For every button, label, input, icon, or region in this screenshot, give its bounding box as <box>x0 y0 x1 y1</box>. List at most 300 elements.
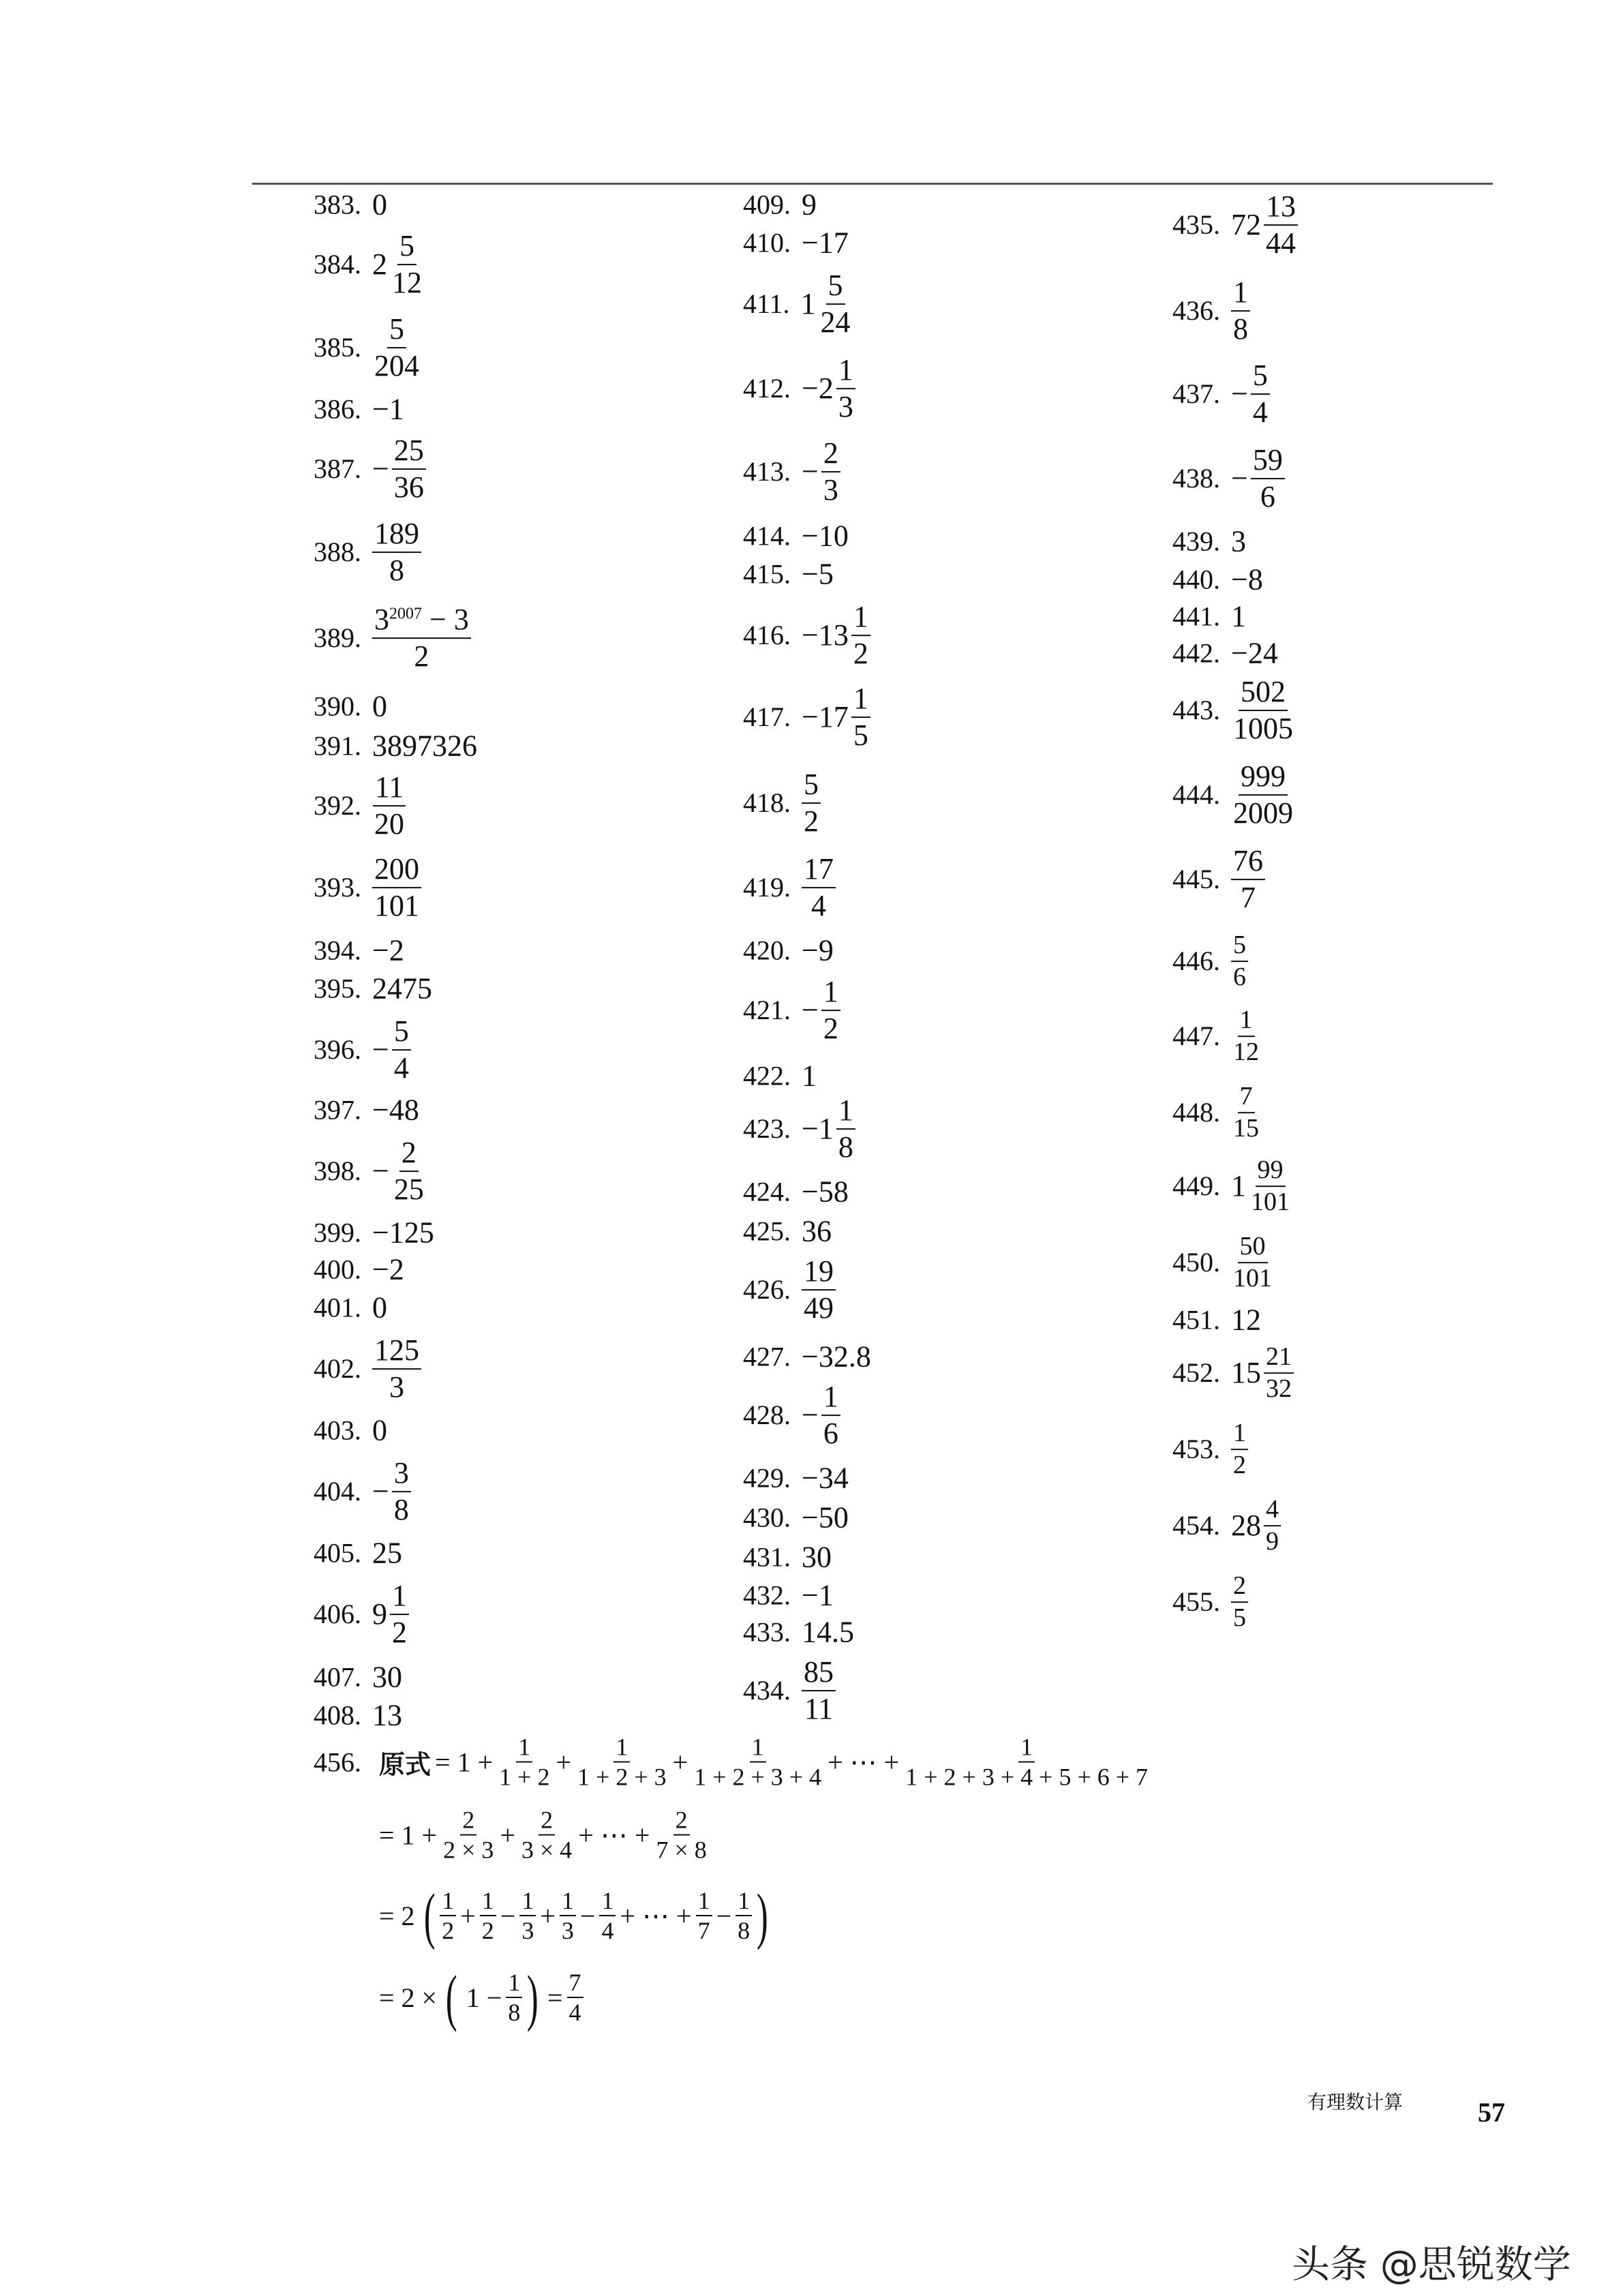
numerator: 5 <box>1251 358 1270 395</box>
answer-item <box>743 1254 836 1326</box>
answer-value: 1 <box>1231 1169 1246 1203</box>
fraction <box>1231 759 1295 831</box>
minus-sign: − <box>802 1398 819 1432</box>
item-number: 388. <box>314 537 361 568</box>
fraction <box>692 1733 823 1792</box>
denominator: 9 <box>1266 1527 1279 1556</box>
item-number: 436. <box>1172 295 1220 327</box>
denominator: 101 <box>1251 1188 1290 1216</box>
answer-item <box>1172 1571 1248 1633</box>
answer-item <box>743 1500 851 1535</box>
numerator: 1 <box>851 681 870 718</box>
answer-value: 3897326 <box>372 729 477 763</box>
answer-value: 28 <box>1231 1509 1261 1543</box>
denominator: 7 <box>697 1917 710 1944</box>
numerator: 5 <box>392 1014 411 1051</box>
item-number: 432. <box>743 1580 791 1611</box>
answer-value: −2 <box>802 372 834 406</box>
denominator: 2 <box>853 637 868 670</box>
operator: − <box>579 1900 596 1931</box>
answer-value: −1 <box>802 1112 834 1146</box>
inner-lead: 1 − <box>466 1982 502 2013</box>
answer-value: −5 <box>802 557 834 591</box>
answer-value: 12 <box>1231 1303 1261 1337</box>
item-number: 416. <box>743 620 791 651</box>
numerator: 1 <box>851 599 870 636</box>
numerator: 2 <box>399 1135 419 1172</box>
answer-item <box>743 1059 819 1093</box>
answer-value: 9 <box>372 1597 387 1631</box>
denominator: 4 <box>811 889 826 922</box>
answer-value: −1 <box>802 1578 834 1612</box>
numerator: 1 <box>480 1886 496 1916</box>
numerator: 5 <box>397 228 416 265</box>
answer-value: −17 <box>802 226 849 260</box>
answer-item <box>743 851 836 924</box>
minus-sign: − <box>802 455 819 489</box>
item-number: 422. <box>743 1060 791 1091</box>
denominator: 8 <box>1233 312 1248 346</box>
denominator: 36 <box>393 470 424 504</box>
minus-sign: − <box>1231 462 1248 496</box>
answer-item <box>1172 275 1250 347</box>
fraction <box>696 1886 712 1946</box>
numerator: 59 <box>1251 442 1285 479</box>
denominator: 20 <box>374 807 404 841</box>
answer-item <box>1172 1418 1248 1481</box>
numerator: 1 <box>599 1886 616 1916</box>
answer-item <box>1172 1081 1261 1144</box>
numerator: 1 <box>836 1093 855 1130</box>
expression-label: 原式 <box>379 1749 431 1780</box>
denominator: 49 <box>804 1291 834 1325</box>
answer-item <box>743 1655 836 1727</box>
operator: + <box>540 1900 556 1931</box>
denominator: 5 <box>1233 1603 1246 1632</box>
fraction <box>1264 189 1298 261</box>
denominator: 3 <box>389 1370 404 1404</box>
answer-item <box>743 1379 840 1451</box>
operator: − <box>716 1900 732 1931</box>
fraction <box>372 851 421 924</box>
answer-item <box>1172 1005 1261 1068</box>
answer-value: 1 <box>1231 599 1246 633</box>
denominator: 7 <box>1241 881 1256 914</box>
answer-value: 0 <box>372 1413 387 1447</box>
fraction <box>802 1655 836 1727</box>
fraction <box>821 1379 840 1451</box>
denominator: 1 + 2 + 3 <box>577 1764 667 1791</box>
numerator: 1 <box>516 1733 532 1763</box>
fraction <box>1231 930 1248 993</box>
item-number: 383. <box>314 189 361 220</box>
fraction <box>519 1806 574 1865</box>
item-number: 438. <box>1172 463 1220 494</box>
fraction <box>1231 674 1295 746</box>
answer-value: 0 <box>372 1290 387 1325</box>
answer-item <box>1172 599 1249 634</box>
item-number: 430. <box>743 1502 791 1533</box>
numerator: 1 <box>696 1886 712 1916</box>
answer-value: 3 <box>1231 524 1246 558</box>
answer-item <box>1172 843 1265 916</box>
numerator: 1 <box>735 1886 752 1916</box>
answer-value: −50 <box>802 1500 849 1535</box>
denominator: 8 <box>393 1493 409 1526</box>
fraction <box>1231 1005 1261 1068</box>
answer-value: −24 <box>1231 636 1278 670</box>
fraction <box>1231 1081 1261 1144</box>
answer-value: 36 <box>802 1214 832 1248</box>
denominator: 32 <box>1266 1374 1292 1403</box>
denominator: 3 <box>823 473 838 507</box>
answer-value: 0 <box>372 689 387 723</box>
fraction <box>480 1886 496 1946</box>
answer-item <box>314 228 424 301</box>
line-lead: = 2 <box>379 1900 415 1931</box>
numerator: 1 <box>560 1886 576 1916</box>
answer-item <box>1172 189 1298 261</box>
left-paren: ( <box>446 1963 457 2032</box>
answer-item <box>314 312 421 384</box>
denominator: 12 <box>1233 1038 1259 1066</box>
minus-sign: − <box>1231 377 1248 411</box>
numerator: 1 <box>613 1733 630 1763</box>
numerator: 125 <box>372 1333 421 1370</box>
answer-item <box>314 1698 405 1733</box>
fraction <box>390 1578 409 1650</box>
item-number: 420. <box>743 935 791 966</box>
answer-item <box>743 974 840 1046</box>
answer-item <box>314 770 406 842</box>
sum-terms <box>497 1733 823 1792</box>
problem-number: 456. <box>314 1747 361 1778</box>
item-number: 389. <box>314 622 361 654</box>
denominator: 2 × 3 <box>443 1837 494 1864</box>
numerator: 17 <box>802 851 836 888</box>
item-number: 453. <box>1172 1434 1220 1465</box>
fraction <box>372 770 406 842</box>
item-number: 413. <box>743 456 791 487</box>
numerator: 76 <box>1231 843 1265 880</box>
minus-sign: − <box>802 993 819 1027</box>
item-number: 392. <box>314 790 361 821</box>
answer-item <box>314 1093 422 1128</box>
item-number: 417. <box>743 701 791 733</box>
numerator: 1 <box>440 1886 456 1916</box>
item-number: 419. <box>743 872 791 903</box>
fraction <box>1231 843 1265 916</box>
fraction <box>1231 1571 1248 1633</box>
answer-item <box>314 1413 390 1448</box>
fraction <box>506 1968 522 2027</box>
item-number: 407. <box>314 1661 361 1693</box>
answer-item <box>1172 1342 1294 1404</box>
denominator: 5 <box>853 719 868 752</box>
denominator: 7 × 8 <box>656 1837 707 1864</box>
item-number: 427. <box>743 1341 791 1372</box>
numerator: 21 <box>1264 1342 1294 1374</box>
denominator: 44 <box>1266 226 1296 260</box>
answer-item <box>743 1340 874 1374</box>
answer-item <box>743 1093 855 1165</box>
right-paren: ) <box>757 1881 768 1950</box>
fraction <box>599 1886 616 1946</box>
numerator: 1 <box>1238 1005 1255 1037</box>
operator: − <box>500 1900 516 1931</box>
answer-value: −8 <box>1231 562 1263 596</box>
item-number: 397. <box>314 1094 361 1126</box>
telescoping-terms <box>440 1886 752 1946</box>
denominator: 4 <box>601 1917 614 1944</box>
answer-item <box>743 436 840 508</box>
item-number: 405. <box>314 1537 361 1569</box>
fraction <box>836 1093 855 1165</box>
answer-value: −13 <box>802 618 849 652</box>
numerator: 5 <box>1231 930 1248 962</box>
answer-value: −125 <box>372 1215 434 1250</box>
operator: + ⋯ + <box>620 1900 692 1931</box>
item-number: 402. <box>314 1353 361 1385</box>
item-number: 437. <box>1172 378 1220 410</box>
numerator: 1 <box>750 1733 766 1763</box>
item-number: 403. <box>314 1415 361 1446</box>
numerator: 50 <box>1238 1231 1268 1263</box>
denominator: 8 <box>389 554 404 587</box>
answer-item <box>743 352 855 425</box>
answer-item <box>743 226 851 260</box>
denominator: 4 <box>568 1999 581 2026</box>
item-number: 446. <box>1172 946 1220 977</box>
answer-item <box>314 1333 421 1405</box>
fraction <box>1264 1494 1281 1557</box>
answer-item <box>1172 1231 1274 1294</box>
denominator: 11 <box>804 1692 834 1725</box>
fraction <box>390 228 424 301</box>
answer-item <box>1172 930 1248 993</box>
item-number: 443. <box>1172 695 1220 726</box>
answer-value: 13 <box>372 1698 402 1732</box>
numerator: 5 <box>826 268 845 305</box>
denominator: 1 + 2 + 3 + 4 + 5 + 6 + 7 <box>905 1764 1149 1791</box>
numerator: 1 <box>1231 275 1250 312</box>
fraction <box>1231 1418 1248 1481</box>
answer-item <box>1172 636 1281 671</box>
numerator: 2 <box>539 1806 555 1836</box>
numerator: 502 <box>1239 674 1288 711</box>
answer-item <box>743 1615 857 1650</box>
denominator: 4 <box>1252 395 1268 429</box>
answer-value: 2475 <box>372 971 432 1006</box>
numerator: 11 <box>373 770 406 806</box>
answer-item <box>1172 524 1249 559</box>
answer-item <box>314 392 407 427</box>
answer-item <box>743 519 851 554</box>
item-number: 444. <box>1172 779 1220 811</box>
denominator: 25 <box>393 1173 424 1206</box>
answer-item <box>1172 1303 1264 1338</box>
operator: + <box>500 1819 515 1851</box>
answer-item <box>743 767 821 839</box>
answer-value: 15 <box>1231 1356 1261 1390</box>
fraction <box>372 312 421 384</box>
item-number: 441. <box>1172 601 1220 632</box>
denominator: 204 <box>374 349 419 382</box>
fraction <box>392 1014 411 1086</box>
fraction <box>441 1806 496 1865</box>
answer-value: 1 <box>802 1059 817 1093</box>
item-number: 434. <box>743 1675 791 1706</box>
answer-item <box>314 851 421 924</box>
right-paren: ) <box>527 1963 539 2032</box>
answer-item <box>1172 1155 1292 1218</box>
item-number: 415. <box>743 558 791 590</box>
denominator: 101 <box>374 889 419 922</box>
denominator: 2 <box>414 639 429 673</box>
answer-value: 30 <box>802 1540 832 1574</box>
item-number: 425. <box>743 1215 791 1247</box>
answer-value: 72 <box>1231 208 1261 242</box>
answer-item <box>314 516 421 588</box>
item-number: 448. <box>1172 1097 1220 1128</box>
line-lead: = 1 + <box>379 1819 438 1851</box>
item-number: 426. <box>743 1274 791 1305</box>
numerator: 2 <box>460 1806 476 1836</box>
equals-sign: = <box>547 1982 563 2013</box>
fraction <box>836 352 855 425</box>
answer-item <box>314 1455 411 1528</box>
ellipsis: + ⋯ + <box>578 1819 650 1851</box>
fraction <box>1251 442 1285 515</box>
item-number: 424. <box>743 1176 791 1207</box>
fraction <box>1264 1342 1294 1404</box>
numerator: 19 <box>802 1254 836 1290</box>
item-number: 393. <box>314 872 361 903</box>
operator: + <box>672 1747 688 1778</box>
numerator: 1 <box>821 974 840 1011</box>
item-number: 398. <box>314 1155 361 1187</box>
item-number: 452. <box>1172 1357 1220 1389</box>
answer-item <box>743 1175 851 1209</box>
numerator: 4 <box>1264 1494 1281 1526</box>
watermark-text: 头条 @思锐数学 <box>1292 2243 1571 2287</box>
numerator: 999 <box>1239 759 1288 796</box>
result-fraction <box>567 1968 583 2027</box>
answer-value: −1 <box>372 392 404 426</box>
solution-line-1 <box>314 1733 1150 1792</box>
answer-value: 30 <box>372 1660 402 1694</box>
item-number: 442. <box>1172 637 1220 669</box>
fraction <box>802 851 836 924</box>
item-number: 445. <box>1172 864 1220 895</box>
minus-sign: − <box>372 452 389 486</box>
item-number: 406. <box>314 1599 361 1630</box>
answer-item <box>743 599 870 671</box>
answer-item <box>314 689 390 724</box>
item-number: 428. <box>743 1400 791 1431</box>
answer-item <box>743 681 870 753</box>
item-number: 449. <box>1172 1170 1220 1202</box>
line-lead: = 2 × <box>379 1982 438 2013</box>
item-number: 440. <box>1172 564 1220 595</box>
item-number: 390. <box>314 691 361 722</box>
item-number: 401. <box>314 1292 361 1323</box>
denominator: 2009 <box>1233 796 1293 830</box>
answer-item <box>743 1214 834 1249</box>
fraction <box>851 599 870 671</box>
minus-sign: − <box>372 1033 389 1067</box>
numerator: 85 <box>802 1655 836 1691</box>
answer-value: −32.8 <box>802 1340 871 1374</box>
answer-item <box>314 1578 409 1650</box>
item-number: 454. <box>1172 1510 1220 1541</box>
numerator: 2 <box>821 436 840 472</box>
answer-item <box>314 602 471 674</box>
denominator: 2 <box>804 804 819 838</box>
numerator: 1 <box>390 1578 409 1615</box>
item-number: 431. <box>743 1541 791 1573</box>
numerator: 1 <box>1231 1418 1248 1450</box>
item-number: 418. <box>743 787 791 819</box>
denominator: 2 <box>442 1917 455 1944</box>
numerator: 1 <box>1018 1733 1035 1763</box>
answer-item <box>743 933 836 968</box>
numerator: 7 <box>567 1968 583 1998</box>
fraction <box>392 433 426 505</box>
numerator: 5 <box>802 767 821 804</box>
answer-item <box>314 1252 407 1287</box>
answer-value: 9 <box>802 187 817 222</box>
denominator: 15 <box>1233 1114 1259 1143</box>
item-number: 439. <box>1172 526 1220 557</box>
numerator: $3^{2007} - 3$ <box>372 602 471 639</box>
item-number: 391. <box>314 730 361 761</box>
fraction <box>802 767 821 839</box>
fraction <box>519 1886 536 1946</box>
fraction <box>440 1886 456 1946</box>
fraction <box>372 516 421 588</box>
item-number: 395. <box>314 973 361 1004</box>
numerator: 1 <box>506 1968 522 1998</box>
answer-value: 2 <box>372 247 387 282</box>
denominator: 3 × 4 <box>521 1837 573 1864</box>
item-number: 385. <box>314 332 361 363</box>
answer-item <box>743 557 836 592</box>
denominator: 6 <box>1260 480 1275 513</box>
numerator: 1 <box>836 352 855 389</box>
answer-item <box>314 1135 426 1207</box>
item-number: 387. <box>314 453 361 485</box>
answer-item <box>1172 442 1285 515</box>
item-number: 412. <box>743 373 791 404</box>
fraction <box>392 1455 411 1528</box>
numerator: 2 <box>1231 1571 1248 1603</box>
answer-item <box>314 1290 390 1325</box>
numerator: 25 <box>392 433 426 470</box>
answer-value: 14.5 <box>802 1615 854 1649</box>
answer-value: −48 <box>372 1093 419 1127</box>
operator: + <box>556 1747 572 1778</box>
fraction <box>802 1254 836 1326</box>
answer-item <box>1172 358 1270 430</box>
answer-item <box>743 268 853 340</box>
minus-sign: − <box>372 1475 389 1509</box>
answer-item <box>314 729 480 764</box>
answer-item <box>314 1215 437 1250</box>
denominator: 2 <box>823 1012 838 1045</box>
denominator: 8 <box>508 1999 521 2026</box>
numerator: 13 <box>1264 189 1298 226</box>
